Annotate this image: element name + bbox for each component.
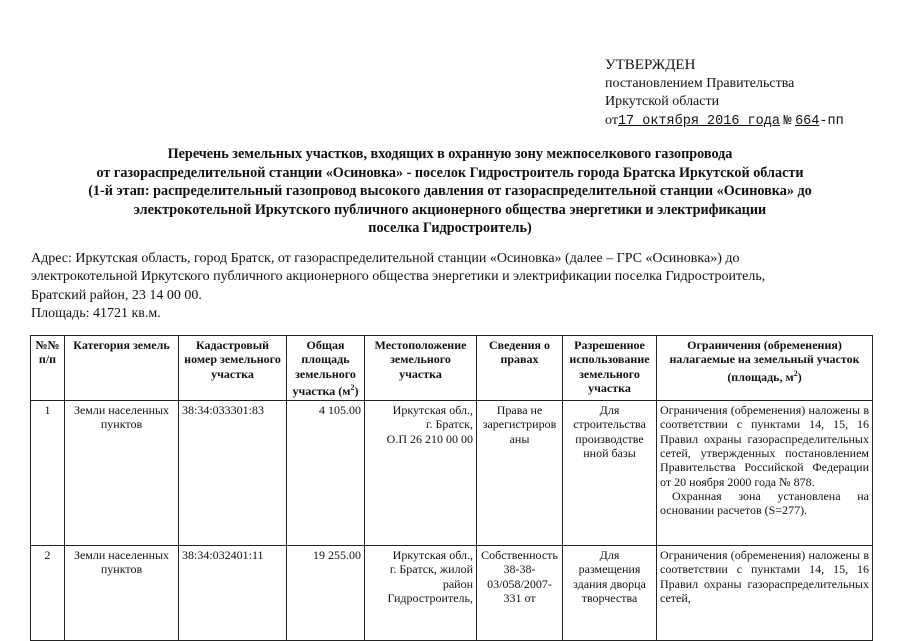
approval-suffix: -пп [819,113,844,129]
header-cadastral: Кадастровый номер земельного участка [179,336,287,401]
approval-heading: УТВЕРЖДЕН [605,57,696,73]
approval-stamp [605,56,844,131]
header-category: Категория земель [65,336,179,401]
address-line: электрокотельной Иркутского публичного акционерного общества энергетики и электрификации поселка Гидростроитель, [31,269,766,285]
table-row [31,546,873,641]
cell-area: 19 255.00 [287,546,365,641]
cell-category: Земли населенных пунктов [65,546,179,641]
approval-number-prefix: № [783,113,792,129]
cell-use: Для размещения здания дворца творчества [563,546,657,641]
table-row [31,401,873,546]
approval-date-line [605,112,844,132]
approval-date: 17 октября 2016 года [617,113,780,129]
approval-line-2: Иркутской области [605,94,720,109]
cell-area: 4 105.00 [287,401,365,546]
title-line: электрокотельной Иркутского публичного акционерного общества энергетики и электрификации [133,201,767,218]
header-location: Местоположение земельного участка [365,336,477,401]
address-block [31,250,871,323]
document-title [30,145,870,238]
area-line: Площадь: 41721 кв.м. [31,305,161,321]
header-num: №№ п/п [31,336,65,401]
cell-num: 1 [31,401,65,546]
cell-category: Земли населенных пунктов [65,401,179,546]
approval-line-1: постановлением Правительства [605,75,795,91]
address-line: Адрес: Иркутская область, город Братск, от газораспределительной станции «Осиновка» (далее – ГРС «Осиновка») до [31,251,740,266]
approval-number: 664 [795,113,820,129]
cell-use: Для строительства производстве нной базы [563,401,657,546]
cell-location: Иркутская обл., г. Братск, жилой район Гидростроитель, [365,546,477,641]
header-use: Разрешенное использование земельного участка [563,336,657,401]
title-line: от газораспределительной станции «Осиновка» - поселок Гидростроитель города Братска Иркутской области [96,164,804,181]
cell-restrictions: Ограничения (обременения) наложены в соответствии с пунктами 14, 15, 16 Правил охраны газораспределительных сетей, [657,546,873,641]
title-line: поселка Гидростроитель) [368,220,532,237]
cell-rights: Собственность 38-38- 03/058/2007- 331 от [477,546,563,641]
header-area: Общая площадь земельного участка $(м^2)$ [287,336,365,401]
title-line: Перечень земельных участков, входящих в охранную зону межпоселкового газопровода [167,146,733,162]
cell-rights: Права не зарегистриров аны [477,401,563,546]
land-plots-table [30,335,873,641]
cell-num: 2 [31,546,65,641]
header-rights: Сведения о правах [477,336,563,401]
cell-location: Иркутская обл., г. Братск, О.П 26 210 00 00 [365,401,477,546]
cell-cadastral: 38:34:032401:11 [179,546,287,641]
cell-restrictions: Ограничения (обременения) наложены в соответствии с пунктами 14, 15, 16 Правил охраны газораспределительных сетей, утвержденных постановлением Правительства Российской Федерации от 20 ноября 2000 года № 878. Охранная зона установлена на основании расчетов (S=277). [657,401,873,546]
address-line: Братский район, 23 14 00 00. [31,287,202,303]
header-restrictions: Ограничения (обременения) налагаемые на земельный участок (площадь, $м^2$) [657,336,873,401]
cell-cadastral: 38:34:033301:83 [179,401,287,546]
title-line: (1-й этап: распределительный газопровод высокого давления от газораспределительной станции «Осиновка» до [88,183,812,200]
approval-prefix: от [605,112,618,128]
table-header-row [31,336,873,401]
